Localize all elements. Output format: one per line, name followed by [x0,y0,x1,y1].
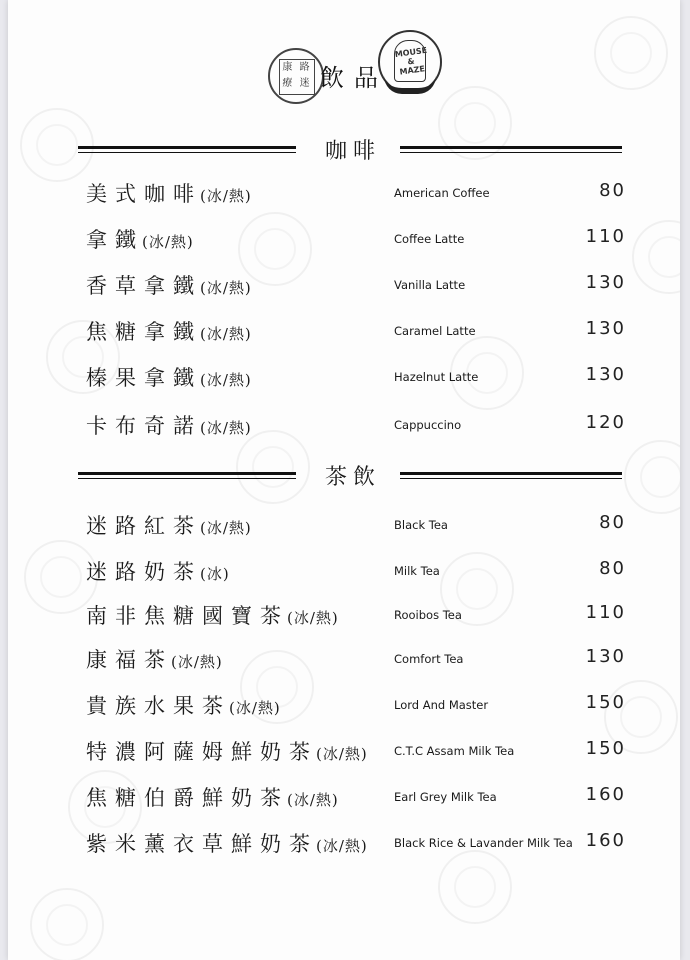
item-name-zh: 康福茶 [86,648,173,672]
item-temperature: (冰/熱) [200,519,252,537]
item-name-zh: 美式咖啡 [86,182,202,206]
item-price: 110 [585,602,626,623]
item-name-en: Lord And Master [394,698,489,712]
item-price: 120 [585,412,626,433]
logo-text: MOUSE & MAZE [394,45,428,77]
watermark-logo-icon [632,220,680,294]
menu-item [78,642,628,676]
item-temperature: (冰/熱) [200,371,252,389]
item-temperature: (冰/熱) [316,837,368,855]
item-temperature: (冰/熱) [316,745,368,763]
item-name-zh: 焦糖拿鐵 [86,320,202,344]
item-name-zh: 南非焦糖國寶茶 [86,604,289,628]
item-name-zh: 貴族水果茶 [86,694,231,718]
item-name-en: Vanilla Latte [394,278,466,292]
item-price: 160 [585,830,626,851]
menu-item [78,314,628,348]
watermark-logo-icon [624,440,680,514]
menu-item [78,360,628,394]
item-name-zh: 拿鐵 [86,228,144,252]
menu-item [78,598,628,632]
item-name-zh: 焦糖伯爵鮮奶茶 [86,786,289,810]
menu-item [78,222,628,256]
item-temperature: (冰/熱) [200,279,252,297]
item-price: 110 [585,226,626,247]
seal-stamp-text: 康 路 療 迷 [279,59,315,95]
section-header-coffee [78,134,622,166]
menu-page [8,0,680,960]
item-name-en: Coffee Latte [394,232,465,246]
item-temperature: (冰/熱) [200,187,252,205]
menu-item [78,554,628,588]
divider [78,472,296,475]
menu-item [78,408,628,442]
item-name-en: Milk Tea [394,564,440,578]
item-name-zh: 榛果拿鐵 [86,366,202,390]
section-header-tea [78,460,622,492]
menu-item [78,780,628,814]
item-name-en: American Coffee [394,186,490,200]
item-name-zh: 香草拿鐵 [86,274,202,298]
item-temperature: (冰) [200,565,230,583]
watermark-logo-icon [30,888,104,960]
menu-item [78,826,628,860]
item-price: 130 [585,364,626,385]
item-price: 130 [585,646,626,667]
item-name-zh: 紫米薰衣草鮮奶茶 [86,832,318,856]
mustache-icon [384,76,436,94]
item-name-zh: 迷路奶茶 [86,560,202,584]
item-price: 130 [585,272,626,293]
item-temperature: (冰/熱) [142,233,194,251]
seal-stamp-icon [268,48,324,104]
menu-item [78,508,628,542]
item-name-en: Rooibos Tea [394,608,462,622]
menu-item [78,176,628,210]
item-temperature: (冰/熱) [200,325,252,343]
item-price: 80 [599,558,626,579]
divider [400,146,622,149]
item-price: 150 [585,692,626,713]
item-name-en: Black Tea [394,518,448,532]
item-name-zh: 卡布奇諾 [86,414,202,438]
menu-item [78,268,628,302]
item-name-en: Black Rice & Lavander Milk Tea [394,836,573,850]
item-temperature: (冰/熱) [200,419,252,437]
item-name-en: Hazelnut Latte [394,370,479,384]
item-price: 80 [599,512,626,533]
item-temperature: (冰/熱) [287,791,339,809]
item-temperature: (冰/熱) [229,699,281,717]
item-name-zh: 迷路紅茶 [86,514,202,538]
section-title: 茶飲 [324,465,381,490]
watermark-logo-icon [438,850,512,924]
divider [400,472,622,475]
item-name-en: Caramel Latte [394,324,476,338]
item-price: 150 [585,738,626,759]
item-temperature: (冰/熱) [287,609,339,627]
item-name-en: Cappuccino [394,418,462,432]
item-name-en: C.T.C Assam Milk Tea [394,744,515,758]
section-title: 咖啡 [324,139,381,164]
brand-logo-icon [378,30,442,94]
item-temperature: (冰/熱) [171,653,223,671]
divider [78,146,296,149]
item-price: 130 [585,318,626,339]
page-title: 飲品 [320,64,388,92]
item-name-en: Comfort Tea [394,652,464,666]
item-price: 160 [585,784,626,805]
item-price: 80 [599,180,626,201]
item-name-zh: 特濃阿薩姆鮮奶茶 [86,740,318,764]
item-name-en: Earl Grey Milk Tea [394,790,497,804]
watermark-logo-icon [594,16,668,90]
menu-item [78,734,628,768]
menu-item [78,688,628,722]
